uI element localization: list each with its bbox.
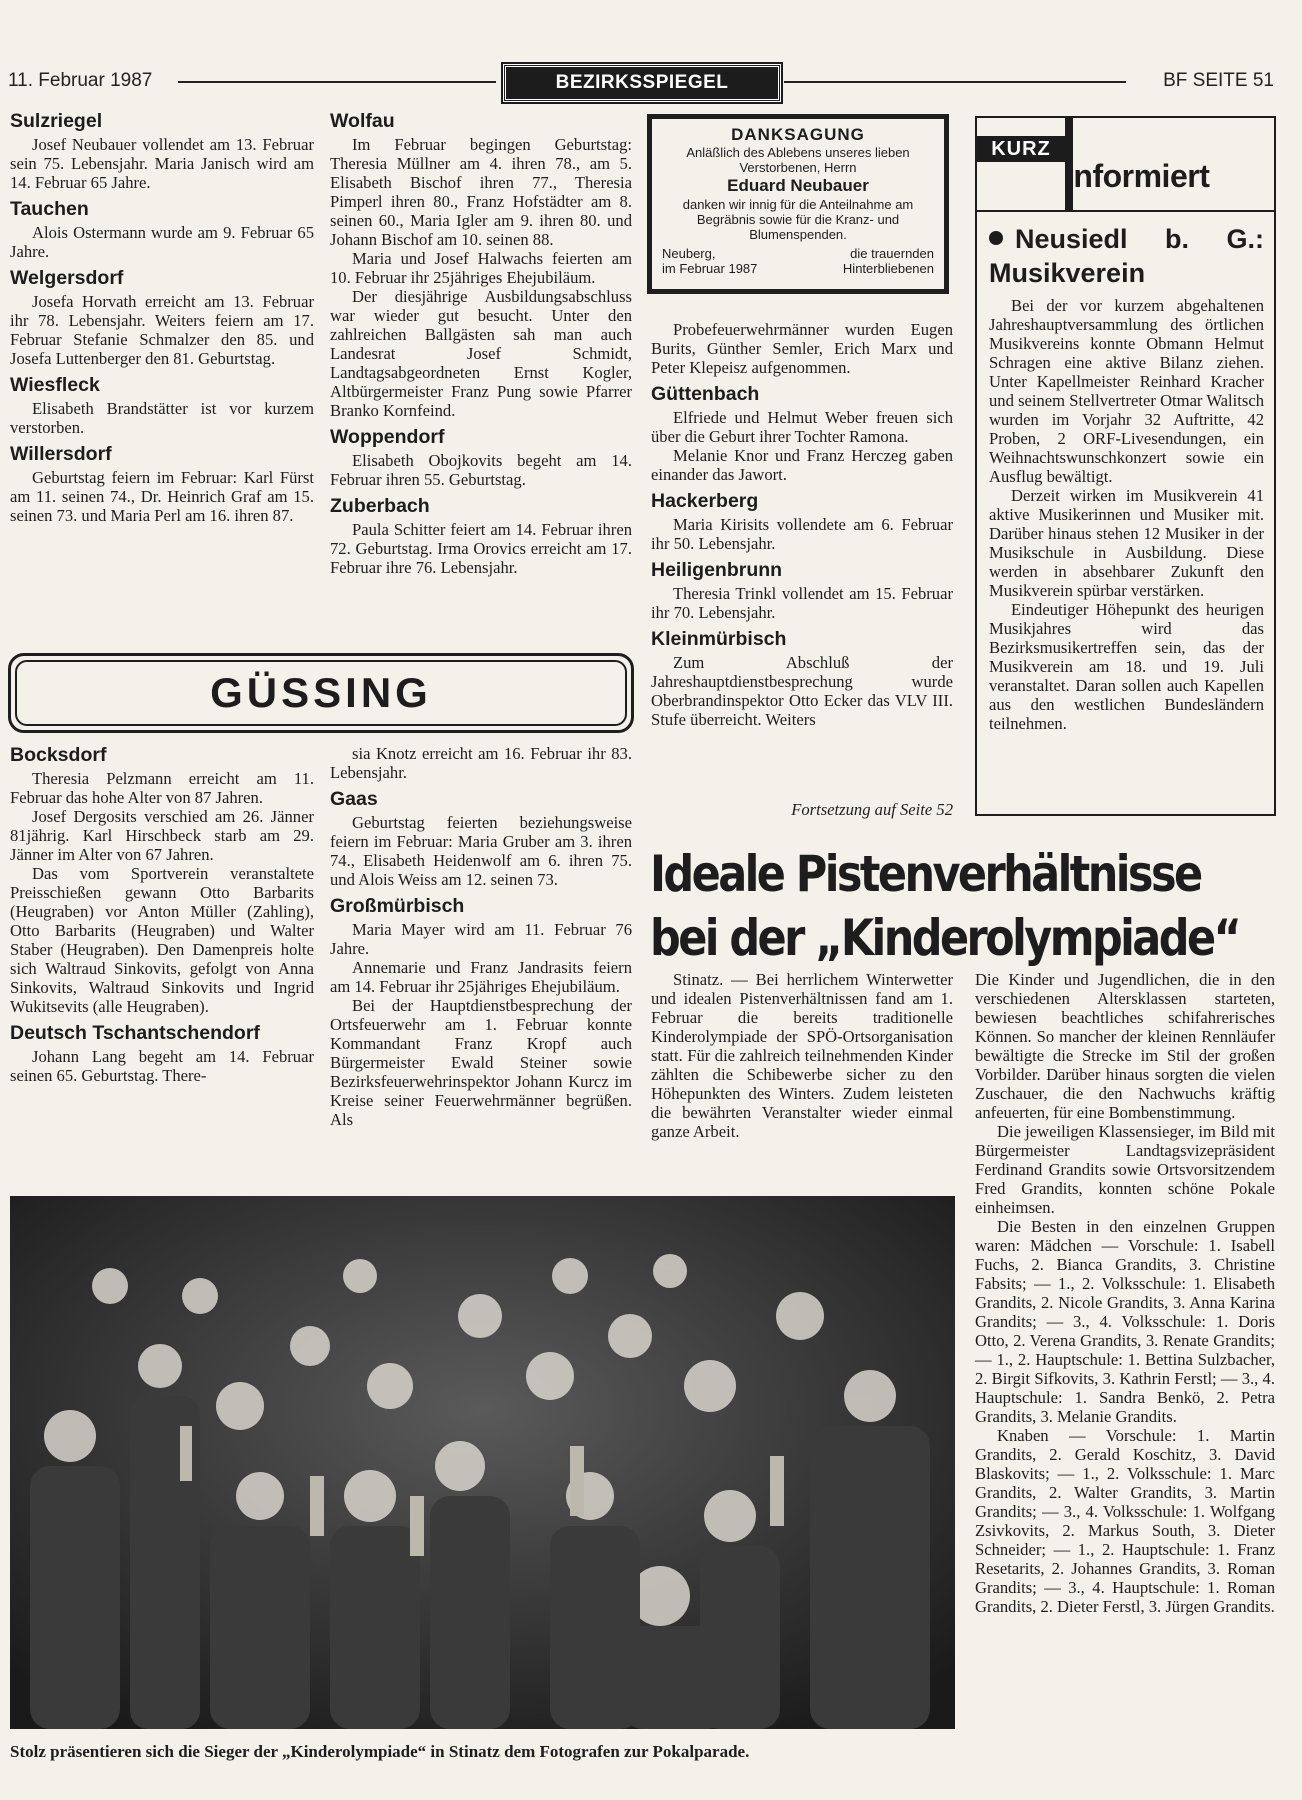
section-heading: Zuberbach [330, 495, 430, 517]
column-guessing-2 [330, 744, 632, 1129]
column-news-1 [10, 110, 314, 525]
headline-line-2: bei der „Kinderolympiade“ [650, 909, 1240, 967]
paragraph: Zum Abschluß der Jahreshauptdienstbesprechung wurde Oberbrandinspektor Otto Ecker das VLV III. Stufe überreicht. Weiters [651, 653, 953, 729]
photo-caption: Stolz präsentieren sich die Sieger der „Kinderolympiade“ in Stinatz dem Fotografen zur Pokalparade. [10, 1742, 750, 1761]
section-heading: Heiligenbrunn [651, 559, 783, 581]
paragraph: Geburtstag feiern im Februar: Karl Fürst am 11. seinen 74., Dr. Heinrich Graf am 15. seinen 73. und Maria Perl am 16. ihren 87. [10, 468, 314, 525]
kurz-paragraph: Bei der vor kurzem abgehaltenen Jahreshauptversammlung des örtlichen Musikvereins konnte Obmann Helmut Schragen eine aktive Bilanz ziehen. Unter Kapellmeister Reinhard Kracher und seinem Stellvertreter Otmar Walitsch wurden im Vorjahr 32 Auftritte, 42 Proben, 2 ORF-Livesendungen, ein Weihnachtswunschkonzert sowie ein Ausflug bewältigt. [989, 296, 1264, 486]
thanks-intro: Anläßlich des Ablebens unseres lieben Verstorbenen, Herrn [686, 145, 910, 175]
paragraph: Maria Mayer wird am 11. Februar 76 Jahre. [330, 920, 632, 958]
kurz-header [977, 118, 1274, 212]
paragraph: Josef Neubauer vollendet am 13. Februar sein 75. Lebensjahr. Maria Janisch wird am 14. Februar 65 Jahre. [10, 135, 314, 192]
paragraph: Josef Dergosits verschied am 26. Jänner 81jährig. Karl Hirschbeck starb am 29. Jänner im Alter von 67 Jahren. [10, 807, 314, 864]
column-news-2 [330, 110, 632, 577]
paragraph: Johann Lang begeht am 14. Februar seinen 65. Geburtstag. There- [10, 1047, 314, 1085]
thanks-footer [662, 246, 934, 276]
story-paragraph: Knaben — Vorschule: 1. Martin Grandits, 2. Gerald Koschitz, 3. David Blaskovits; — 1., 2. Volksschule: 1. Marc Grandits, 2. Walter Grandits, 3. Martin Grandits; — 3., 4. Volksschule: 1. Wolfgang Zsivkovits, 2. Markus South, 3. Dieter Schneider; — 1., 2. Hauptschule: 1. Franz Resetarits, 2. Johannes Grandits, 3. Roman Grandits; — 3., 4. Hauptschule: 1. Roman Grandits, 2. Dieter Ferstl, 3. Jürgen Grandits. [975, 1426, 1275, 1616]
story-paragraph: Die Kinder und Jugendlichen, die in den verschiedenen Altersklassen starteten, bewiesen beachtliches schifahrerisches Können. So mancher der kleinen Rennläufer bewältigte die Strecke im Stil der großen Vorbilder. Darüber hinaus sorgten die vielen Zuschauer, die den Nachwuchs kräftig anfeuerten, für eine Bombenstimmung. [975, 970, 1275, 1122]
paragraph: Im Februar begingen Geburtstag: Theresia Müllner am 4. ihren 78., am 5. Elisabeth Bischof ihren 77., Theresia Pimperl ihren 80., Franz Hofstädter am 8. seinen 60., Maria Igler am 9. ihren 80. und Johann Bischof am 10. seinen 88. [330, 135, 632, 249]
thanks-title: DANKSAGUNG [731, 125, 865, 144]
section-heading: Gaas [330, 788, 378, 810]
kurz-informiert-box [975, 116, 1276, 816]
thanks-text: danken wir innig für die Anteilnahme am Begräbnis sowie für die Kranz- und Blumenspenden. [682, 197, 914, 242]
masthead-rule-right [784, 81, 1126, 83]
section-heading: Woppendorf [330, 426, 445, 448]
paragraph: Bei der Hauptdienstbesprechung der Ortsfeuerwehr am 1. Februar konnte Kommandant Franz Kropf auch Bürgermeister Ewald Steiner sowie Bezirksfeuerwehrinspektor Johann Kurcz im Kreise seiner Feuerwehrmänner begrüßen. Als [330, 996, 632, 1129]
column-news-3 [651, 320, 953, 729]
section-heading: Tauchen [10, 198, 89, 220]
page-number: BF SEITE 51 [1163, 70, 1274, 91]
section-heading: Hackerberg [651, 490, 759, 512]
section-heading: Kleinmürbisch [651, 628, 787, 650]
story-paragraph: Die jeweiligen Klassensieger, im Bild mit Bürgermeister Landtagsvizepräsident Ferdinand Grandits sowie Ortsvorsitzendem Fred Grandits, konnten schöne Pokale einheimsen. [975, 1122, 1275, 1217]
paragraph: Alois Ostermann wurde am 9. Februar 65 Jahre. [10, 223, 314, 261]
kurz-paragraph: Derzeit wirken im Musikverein 41 aktive Musikerinnen und Musiker mit. Darüber hinaus stehen 12 Musiker in der Musikschule in Ausbildung. Diese werden in absehbarer Zukunft den Musikverein spürbar verstärken. [989, 486, 1264, 600]
paragraph: Annemarie und Franz Jandrasits feiern am 14. Februar ihr 25jähriges Ehejubiläum. [330, 958, 632, 996]
column-guessing-1 [10, 744, 314, 1085]
article-headline [650, 842, 1240, 970]
section-heading: Willersdorf [10, 443, 112, 465]
section-heading: Wiesfleck [10, 374, 100, 396]
section-heading: Wolfau [330, 110, 395, 132]
story-intro-text: Stinatz. — Bei herrlichem Winterwetter und idealen Pistenverhältnissen fand am 1. Februar die bereits traditionelle Kinderolympiade der SPÖ-Ortsorganisation statt. Für die zahlreich teilnehmenden Kinder zählten die Schibewerbe sicher zu den Höhepunkten des Winters. Zudem leisteten die bewährten Veranstalter wieder einmal ganze Arbeit. [651, 970, 953, 1141]
paragraph: Theresia Pelzmann erreicht am 11. Februar das hohe Alter von 87 Jahren. [10, 769, 314, 807]
bullet-icon [989, 231, 1003, 245]
issue-date: 11. Februar 1987 [8, 70, 153, 91]
kurz-body [977, 212, 1274, 733]
thanks-place: Neuberg, [662, 246, 716, 261]
kurz-heading: Neusiedl b. G.: Musikverein [989, 224, 1264, 288]
paragraph: Der diesjährige Ausbildungsabschluss war wieder gut besucht. Unter den zahlreichen Ballgästen sah man auch Landesrat Josef Schmidt, Landtagsabgeordneten Ernst Kogler, Altbürgermeister Franz Pung sowie Pfarrer Branko Kornfeind. [330, 287, 632, 420]
thanks-sign-2: Hinterbliebenen [842, 261, 934, 276]
section-heading: Welgersdorf [10, 267, 124, 289]
paragraph: Elisabeth Brandstätter ist vor kurzem verstorben. [10, 399, 314, 437]
district-title: GÜSSING [15, 660, 627, 726]
story-intro [651, 970, 953, 1141]
section-heading: Bocksdorf [10, 744, 107, 766]
paragraph: Paula Schitter feiert am 14. Februar ihren 72. Geburtstag. Irma Orovics erreicht am 17. Februar ihre 76. Lebensjahr. [330, 520, 632, 577]
paragraph: Theresia Trinkl vollendet am 15. Februar ihr 70. Lebensjahr. [651, 584, 953, 622]
continued-note: Fortsetzung auf Seite 52 [791, 800, 953, 819]
paragraph: Das vom Sportverein veranstaltete Preisschießen gewann Otto Barbarits (Heugraben) vor Anton Müller (Zahling), Otto Barbarits (Heugraben) und Walter Staber (Heugraben). Den Damenpreis holte sich Waltraud Sinkovits, gefolgt von Anna Sinkovits, Waltraud Sinkovits und Ingrid Wukitsevits (alle Heugraben). [10, 864, 314, 1016]
paragraph: Geburtstag feierten beziehungsweise feiern im Februar: Maria Gruber am 3. ihren 74., Elisabeth Heidenwolf am 6. ihren 75. und Alois Weiss am 12. seinen 73. [330, 813, 632, 889]
section-heading: Sulzriegel [10, 110, 103, 132]
section-heading: Deutsch Tschantschendorf [10, 1022, 260, 1044]
story-paragraph: Die Besten in den einzelnen Gruppen waren: Mädchen — Vorschule: 1. Isabell Fuchs, 2. Bianca Grandits, 3. Christine Fabsits; — 1., 2. Volksschule: 1. Elisabeth Grandits, 2. Nicole Grandits, 3. Anna Karina Grandits; — 3., 4. Volksschule: 1. Doris Otto, 2. Verena Grandits, 3. Renate Grandits; — 1., 2. Hauptschule: 1. Bettina Sulzbacher, 2. Birgit Sifkovits, 3. Kathrin Ferstl; — 3., 4. Hauptschule: 1. Sandra Benkö, 2. Petra Grandits, 3. Melanie Grandits. [975, 1217, 1275, 1426]
section-heading: Großmürbisch [330, 895, 465, 917]
obituary-thanks-notice [647, 114, 949, 294]
paragraph: Melanie Knor und Franz Herczeg gaben einander das Jawort. [651, 446, 953, 484]
paragraph: Probefeuerwehrmänner wurden Eugen Burits, Günther Semler, Erich Marx und Peter Klepeisz aufgenommen. [651, 320, 953, 377]
photo-illustration [10, 1196, 955, 1729]
district-banner [8, 653, 634, 733]
thanks-date: im Februar 1987 [662, 261, 758, 276]
masthead-rule-left [178, 81, 496, 83]
kurz-paragraph: Eindeutiger Höhepunkt des heurigen Musikjahres wird das Bezirksmusikertreffen sein, das der Musikverein am 18. und 19. Juli veranstaltet. Daran sollen auch Kapellen aus den westlichen Bundesländern teilnehmen. [989, 600, 1264, 733]
paragraph: Elisabeth Obojkovits begeht am 14. Februar ihren 55. Geburtstag. [330, 451, 632, 489]
headline-line-1: Ideale Pistenverhältnisse [650, 845, 1201, 903]
paragraph: Elfriede und Helmut Weber freuen sich über die Geburt ihrer Tochter Ramona. [651, 408, 953, 446]
paragraph: Maria und Josef Halwachs feierten am 10. Februar ihr 25jähriges Ehejubiläum. [330, 249, 632, 287]
thanks-name: Eduard Neubauer [727, 176, 869, 195]
thanks-sign-1: die trauernden [850, 246, 934, 261]
group-photo [10, 1196, 955, 1729]
paragraph: Josefa Horvath erreicht am 13. Februar ihr 78. Lebensjahr. Weiters feiern am 17. Februar Stefanie Schmalzer den 85. und Josefa Luttenberger den 81. Geburtstag. [10, 292, 314, 368]
kurz-title: Informiert [1065, 158, 1210, 194]
story-results [975, 970, 1275, 1616]
section-title: BEZIRKSSPIEGEL [503, 64, 781, 102]
section-heading: Güttenbach [651, 383, 760, 405]
kurz-tag: KURZ [977, 136, 1065, 162]
paragraph: sia Knotz erreicht am 16. Februar ihr 83. Lebensjahr. [330, 744, 632, 782]
paragraph: Maria Kirisits vollendete am 6. Februar ihr 50. Lebensjahr. [651, 515, 953, 553]
